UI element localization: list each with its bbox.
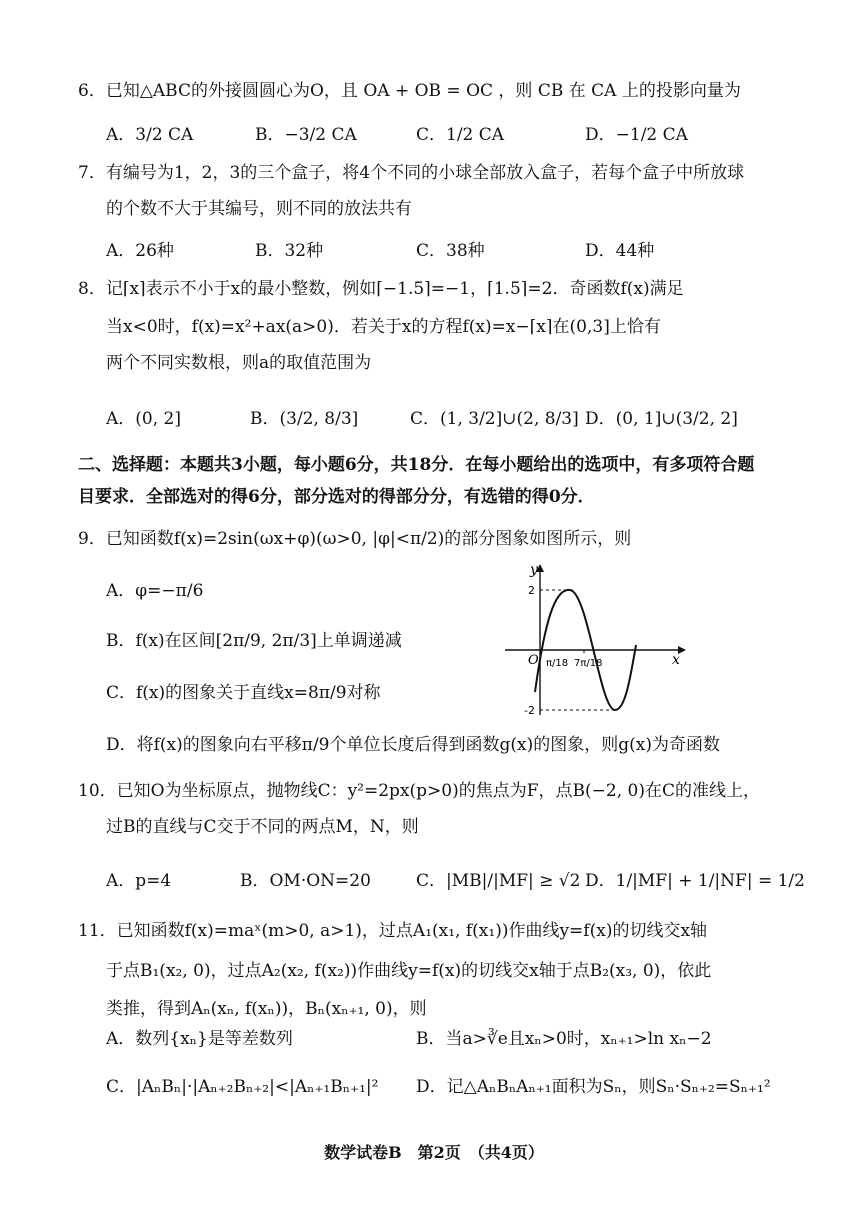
q10-option-d: D．1/|MF| + 1/|NF| = 1/2: [585, 871, 805, 891]
graph-tick-y-bottom: -2: [524, 704, 535, 717]
graph-y-label: y: [530, 562, 538, 578]
graph-tick-y-top: 2: [528, 584, 535, 597]
q11-option-b: B．当a>∛e且xₙ>0时，xₙ₊₁>ln xₙ−2: [416, 1029, 712, 1049]
q11-option-a: A．数列{xₙ}是等差数列: [106, 1029, 293, 1049]
q9-stem: 9．已知函数f(x)=2sin(ωx+φ)(ω>0, |φ|<π/2)的部分图象如图所示，则: [78, 529, 632, 549]
q10-stem-line1: 10．已知O为坐标原点，抛物线C：y²=2px(p>0)的焦点为F，点B(−2, 0)在C的准线上，: [78, 781, 760, 801]
q9-sine-graph: [500, 560, 690, 720]
q7-option-a: A．26种: [106, 241, 174, 261]
q8-option-c: C．(1, 3/2]∪(2, 8/3]: [410, 409, 579, 429]
q8-stem-line3: 两个不同实数根，则a的取值范围为: [106, 353, 372, 373]
q6-stem: 6．已知△ABC的外接圆圆心为O，且 OA + OB = OC ，则 CB 在 CA 上的投影向量为: [78, 81, 741, 101]
q7-option-c: C．38种: [416, 241, 485, 261]
q7-stem-line2: 的个数不大于其编号，则不同的放法共有: [106, 199, 412, 219]
q6-option-c: C．1/2 CA: [416, 125, 505, 145]
q10-option-c: C．|MB|/|MF| ≥ √2: [416, 871, 581, 891]
graph-x-label: x: [672, 652, 680, 668]
q11-option-c: C．|AₙBₙ|·|Aₙ₊₂Bₙ₊₂|<|Aₙ₊₁Bₙ₊₁|²: [106, 1077, 379, 1097]
q11-stem-line3: 类推，得到Aₙ(xₙ, f(xₙ))，Bₙ(xₙ₊₁, 0)，则: [106, 999, 427, 1019]
section2-instructions-line1: 二、选择题：本题共3小题，每小题6分，共18分．在每小题给出的选项中，有多项符合题: [78, 455, 755, 475]
q9-option-d: D．将f(x)的图象向右平移π/9个单位长度后得到函数g(x)的图象，则g(x)为奇函数: [106, 735, 720, 755]
q10-option-a: A．p=4: [106, 871, 172, 891]
q9-option-a: A．φ=−π/6: [106, 581, 204, 601]
q7-option-b: B．32种: [255, 241, 324, 261]
q6-option-d: D．−1/2 CA: [585, 125, 688, 145]
q7-stem-line1: 7．有编号为1，2，3的三个盒子，将4个不同的小球全部放入盒子，若每个盒子中所放球: [78, 163, 745, 183]
q9-option-c: C．f(x)的图象关于直线x=8π/9对称: [106, 683, 381, 703]
q6-option-a: A．3/2 CA: [106, 125, 194, 145]
q8-option-d: D．(0, 1]∪(3/2, 2]: [585, 409, 738, 429]
q8-stem-line2: 当x<0时，f(x)=x²+ax(a>0)．若关于x的方程f(x)=x−⌈x⌉在(0,3]上恰有: [106, 317, 661, 337]
q9-option-b: B．f(x)在区间[2π/9, 2π/3]上单调递减: [106, 631, 402, 651]
q10-stem-line2: 过B的直线与C交于不同的两点M，N，则: [106, 817, 419, 837]
q10-option-b: B．OM·ON=20: [240, 871, 371, 891]
graph-origin-label: O: [528, 653, 539, 668]
page-footer: 数学试卷B 第2页 （共4页）: [324, 1143, 544, 1162]
q6-option-b: B．−3/2 CA: [255, 125, 357, 145]
q11-stem-line2: 于点B₁(x₂, 0)，过点A₂(x₂, f(x₂))作曲线y=f(x)的切线交x轴于点B₂(x₃, 0)，依此: [106, 961, 712, 981]
q8-option-b: B．(3/2, 8/3]: [250, 409, 359, 429]
q11-option-d: D．记△AₙBₙAₙ₊₁面积为Sₙ，则Sₙ·Sₙ₊₂=Sₙ₊₁²: [416, 1077, 771, 1097]
graph-tick-x1: π/18: [546, 658, 569, 669]
q8-stem-line1: 8．记⌈x⌉表示不小于x的最小整数，例如⌈−1.5⌉=−1，⌈1.5⌉=2．奇函数f(x)满足: [78, 279, 684, 299]
q8-option-a: A．(0, 2]: [106, 409, 181, 429]
q11-stem-line1: 11．已知函数f(x)=maˣ(m>0, a>1)，过点A₁(x₁, f(x₁))作曲线y=f(x)的切线交x轴: [78, 921, 708, 941]
graph-tick-x2: 7π/18: [574, 658, 603, 669]
section2-instructions-line2: 目要求．全部选对的得6分，部分选对的得部分分，有选错的得0分．: [78, 487, 595, 507]
q7-option-d: D．44种: [585, 241, 655, 261]
